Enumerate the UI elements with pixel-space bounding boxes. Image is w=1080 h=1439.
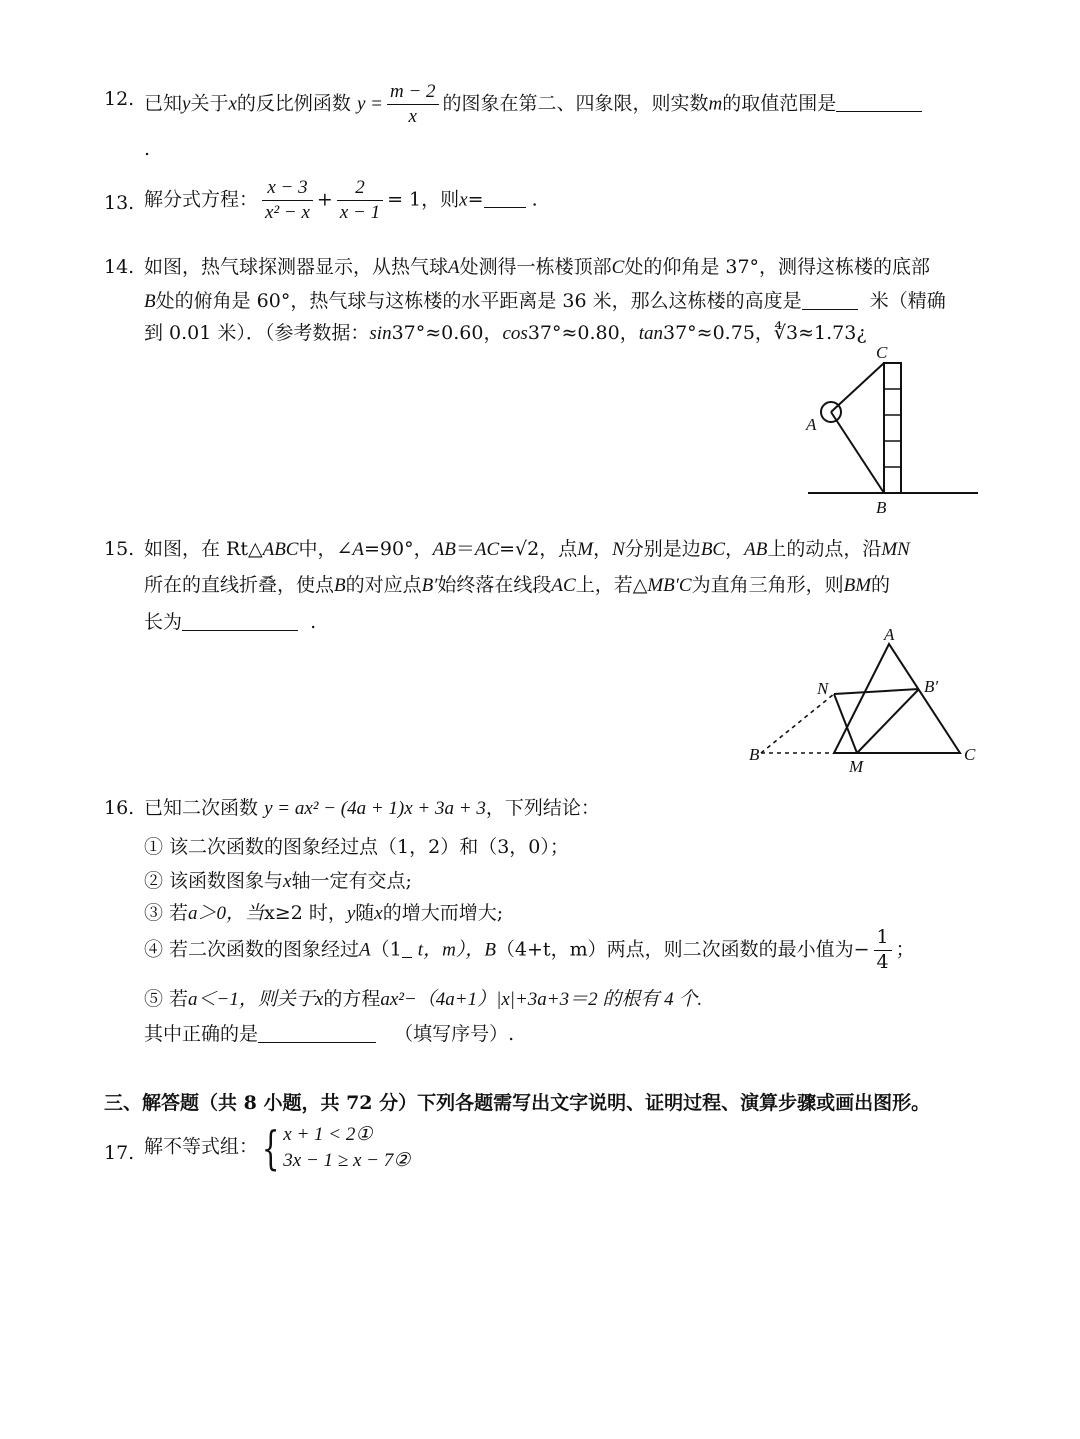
text: 长为 [144,611,183,633]
var: AB [432,539,456,560]
text: 如图，热气球探测器显示，从热气球 [144,256,449,278]
inequality-2: 3x − 1 ≥ x − 7② [283,1149,411,1171]
text: 的 [871,574,891,596]
var: B [144,291,156,312]
var: N [612,539,625,560]
fraction-numerator: 1 [874,926,892,951]
fraction-denominator: x − 1 [339,201,381,223]
fraction-denominator: 4 [876,950,889,973]
fraction-numerator: x − 3 [262,176,313,201]
text: ， [725,538,745,560]
text: 上，若△ [575,574,648,596]
var: y [182,93,191,115]
var: m [708,93,723,115]
building [884,363,901,493]
answer-blank[interactable] [182,612,298,631]
text: 其中正确的是 [144,1023,259,1045]
var: x [314,989,324,1010]
question-16 [104,796,980,1056]
text: 关于 [190,92,229,115]
var: ABC [262,539,299,560]
var: B′ [421,575,438,596]
label-m: M [849,757,864,776]
text: ＝ [455,538,475,560]
text: . [531,188,538,211]
var: sin [369,323,392,344]
text: （1 [370,938,402,961]
question-number: 16. [104,797,135,819]
var: cos [502,323,528,344]
text: ⑤ 若 [144,988,189,1010]
fraction [387,80,439,129]
var: A [448,257,460,278]
answer-blank[interactable] [258,1024,376,1043]
text: =√2，点 [499,538,578,560]
label-b: B [749,745,760,764]
text: 米（精确 [869,290,946,312]
question-12 [104,80,980,150]
label-a: A [884,625,895,644]
fraction-denominator: x [408,105,417,127]
text: = 1 [387,188,422,211]
var: AB [744,539,768,560]
text: ③ 若 [144,902,189,924]
label-c: C [876,343,888,362]
text: 37°≈0.60， [391,322,503,344]
text: =90°， [364,538,433,560]
var: y [346,903,356,924]
dash-mark [402,939,412,958]
text: 的方程 [323,988,381,1010]
text: a＞0，当 [188,903,265,924]
text: 的对应点 [345,574,422,596]
section-3-heading: 三、解答题（共 8 小题，共 72 分）下列各题需写出文字说明、证明过程、演算步骤或画出图形。 [104,1092,931,1114]
label-b: B [876,498,887,517]
text: 如图，在 Rt△ [144,538,263,560]
triangle-fold-figure [745,622,985,780]
text: . [310,611,317,633]
var: B [334,575,346,596]
var: x [228,93,237,115]
question-number: 15. [104,538,135,560]
segment-nb-prime [834,689,919,694]
text: 的图象在第二、四象限，则实数 [442,92,709,115]
text: ax²−（4a+1）|x|+3a+3＝2 的根有 4 个. [380,989,703,1010]
var: B [484,939,496,961]
var: M [577,539,594,560]
fraction [262,176,313,225]
question-number: 13. [104,192,135,214]
text: t，m）， [417,939,485,961]
var: MN [881,539,910,560]
text: 中，∠ [298,538,353,560]
question-number: 14. [104,256,135,278]
fraction-numerator: 2 [337,176,383,201]
fraction-numerator: m − 2 [387,80,439,105]
label-n: N [817,679,829,698]
segment-mb-prime [857,689,919,753]
text: ，下列结论： [485,797,600,819]
text: 解不等式组： [144,1135,259,1158]
text: 的取值范围是 [722,92,837,115]
label-a: A [806,415,817,434]
text: 37°≈0.80， [527,322,639,344]
text: a＜−1，则关于 [188,989,315,1010]
text: 分别是边 [624,538,701,560]
text: 已知 [144,92,183,115]
balloon-building-figure [800,338,985,520]
var: MB′C [647,575,692,596]
text: 处的俯角是 60°，热气球与这栋楼的水平距离是 36 米，那么这栋楼的高度是 [155,290,802,312]
text: 到 0.01 米）．（参考数据： [144,322,370,344]
inequality-system [283,1122,410,1173]
answer-blank[interactable] [802,291,858,310]
var: x [374,903,383,924]
answer-blank[interactable] [836,93,922,112]
formula-lhs: y = [356,93,383,115]
brace-icon: { [261,1120,280,1175]
question-number: 12. [104,88,135,110]
label-b-prime: B′ [924,677,939,696]
conclusion-1: ① 该二次函数的图象经过点（1，2）和（3，0）； [144,836,569,858]
text: = [467,188,484,211]
sight-line-ac [831,363,884,412]
text: 所在的直线折叠，使点 [144,574,335,596]
text: ； [895,938,915,961]
formula: y = ax² − (4a + 1)x + 3a + 3 [264,798,486,819]
var: AC [474,539,500,560]
var: A [352,539,365,560]
sight-line-ab [831,412,884,493]
question-17 [104,1122,980,1192]
var: x [459,189,468,211]
text: 随 [355,902,375,924]
question-13 [104,176,980,236]
text: ② 该函数图象与 [144,870,284,892]
dashed-bn [761,694,834,753]
text: 轴一定有交点; [291,870,412,892]
text: 处测得一栋楼顶部 [459,256,612,278]
text: 已知二次函数 [144,797,259,819]
fraction [874,926,892,975]
text: （4+t，m）两点，则二次函数的最小值为− [495,938,870,961]
text: + [316,188,333,211]
var: tan [638,323,663,344]
text: 始终落在线段 [437,574,552,596]
text: 为直角三角形，则 [691,574,844,596]
fraction [337,176,383,225]
text: 解分式方程： [144,188,259,211]
text: 上的动点，沿 [767,538,882,560]
var: x [283,871,292,892]
var: BC [700,539,726,560]
triangle-abc [834,644,960,753]
var: C [611,257,625,278]
text: . [144,138,151,160]
text: （填写序号）. [394,1023,515,1045]
text: ， [593,538,613,560]
text: x≥2 时， [264,902,347,924]
question-number: 17. [104,1142,135,1164]
inequality-1: x + 1 < 2① [283,1124,373,1145]
answer-blank[interactable] [484,189,526,208]
var: AC [551,575,576,596]
var: A [359,939,371,961]
text: ④ 若二次函数的图象经过 [144,938,360,961]
var: BM [843,575,872,596]
text: ，则 [421,188,460,211]
fraction-denominator: x² − x [265,201,310,223]
text: 37°≈0.75，∜3≈1.73¿ [663,322,867,344]
text: 处的仰角是 37°，测得这栋楼的底部 [624,256,931,278]
text: 的反比例函数 [236,92,351,115]
label-c: C [964,745,976,764]
text: 的增大而增大; [382,902,504,924]
